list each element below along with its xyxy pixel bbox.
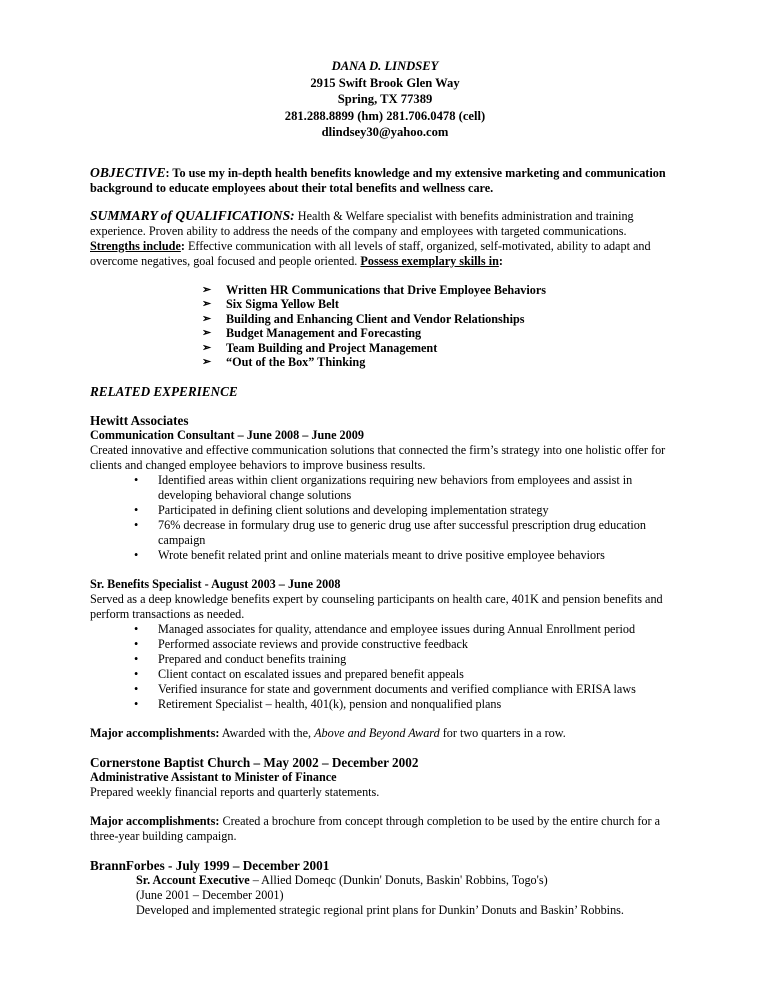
list-item [134, 637, 680, 652]
list-item [134, 548, 680, 563]
skill-text: Written HR Communications that Drive Employee Behaviors [226, 282, 547, 297]
accomplishments-line [90, 814, 680, 844]
bullet-dot-icon: • [134, 636, 139, 651]
job-description: Served as a deep knowledge benefits expert by counseling participants on health care, 401K and pension benefits and perform transactions as needed. [90, 591, 663, 621]
bullet-text: Client contact on escalated issues and prepared benefit appeals [158, 666, 464, 681]
summary-text: Health & Welfare specialist with benefits administration and training experience. Proven ability to address the needs of the company and employees with targeted communications. [90, 208, 634, 238]
list-item [134, 667, 680, 682]
bullet-dot-icon: • [134, 517, 139, 532]
bullet-text: Performed associate reviews and provide constructive feedback [158, 636, 468, 651]
phone-numbers: 281.288.8899 (hm) 281.706.0478 (cell) [284, 108, 486, 123]
list-item [134, 682, 680, 697]
summary-section [90, 208, 680, 269]
skill-item [202, 283, 680, 298]
resume-page [90, 58, 680, 918]
company-name: Hewitt Associates [90, 412, 189, 428]
email-address: dlindsey30@yahoo.com [321, 125, 449, 139]
list-item [134, 697, 680, 712]
accomplishments-label: Major accomplishments: [90, 813, 220, 828]
arrow-bullet-icon: ➢ [202, 327, 212, 339]
skills-label: Possess exemplary skills in [360, 253, 499, 268]
bullet-dot-icon: • [134, 621, 139, 636]
list-item [134, 622, 680, 637]
list-item [134, 518, 680, 548]
job-bullets [90, 473, 680, 563]
job-description: Developed and implemented strategic regional print plans for Dunkin’ Donuts and Baskin’ Robbins. [136, 902, 624, 917]
skill-text: Team Building and Project Management [226, 340, 438, 355]
bullet-dot-icon: • [134, 696, 139, 711]
job-title: Communication Consultant – June 2008 – June 2009 [90, 427, 364, 442]
street-address: 2915 Swift Brook Glen Way [310, 75, 460, 90]
skills-list [90, 283, 680, 370]
arrow-bullet-icon: ➢ [202, 298, 212, 310]
job-title: Sr. Benefits Specialist - August 2003 – June 2008 [90, 576, 341, 591]
arrow-bullet-icon: ➢ [202, 312, 212, 325]
strengths-colon: : [180, 238, 185, 253]
arrow-bullet-icon: ➢ [202, 341, 212, 354]
bullet-text: Verified insurance for state and government documents and verified compliance with ERISA laws [158, 681, 636, 696]
skill-text: Building and Enhancing Client and Vendor Relationships [226, 311, 525, 326]
skill-item [202, 355, 680, 370]
bullet-dot-icon: • [134, 681, 139, 696]
skill-item [202, 297, 680, 312]
list-item [134, 503, 680, 518]
bullet-dot-icon: • [134, 547, 139, 562]
skill-text: Six Sigma Yellow Belt [226, 297, 339, 311]
summary-label: SUMMARY of QUALIFICATIONS: [90, 207, 295, 223]
bullet-dot-icon: • [134, 666, 139, 681]
bullet-dot-icon: • [134, 472, 139, 487]
accomplishments-text: for two quarters in a row. [439, 725, 566, 740]
objective-section [90, 165, 680, 196]
experience-heading: RELATED EXPERIENCE [90, 383, 238, 399]
bullet-text: Participated in defining client solutions and developing implementation strategy [158, 502, 549, 517]
skill-text: “Out of the Box” Thinking [226, 355, 366, 369]
candidate-name: DANA D. LINDSEY [331, 59, 439, 73]
bullet-text: 76% decrease in formulary drug use to generic drug use after successful prescription drug education campaign [158, 517, 646, 547]
list-item [134, 473, 680, 503]
job-description: Prepared weekly financial reports and quarterly statements. [90, 784, 380, 799]
contact-header [90, 58, 680, 141]
job-bullets [90, 622, 680, 712]
bullet-dot-icon: • [134, 651, 139, 666]
job-title: Administrative Assistant to Minister of Finance [90, 769, 337, 784]
skills-colon: : [498, 253, 503, 268]
skill-item [202, 341, 680, 356]
strengths-text: Effective communication with all levels of staff, organized, self-motivated, ability to adapt and overcome negatives, goal focused and people oriented. [90, 238, 651, 268]
city-state-zip: Spring, TX 77389 [337, 92, 433, 106]
bullet-text: Identified areas within client organizations requiring new behaviors from employees and assist in developing behavioral change solutions [158, 472, 633, 502]
accomplishments-text: Awarded with the, [219, 725, 315, 740]
bullet-text: Wrote benefit related print and online materials meant to drive positive employee behaviors [158, 547, 605, 562]
skill-item [202, 312, 680, 327]
award-name: Above and Beyond Award [314, 725, 440, 740]
skill-text: Budget Management and Forecasting [226, 326, 422, 340]
skill-item [202, 326, 680, 341]
bullet-text: Prepared and conduct benefits training [158, 651, 347, 666]
job-title-line [90, 873, 680, 888]
bullet-text: Retirement Specialist – health, 401(k), pension and nonqualified plans [158, 696, 502, 711]
list-item [134, 652, 680, 667]
company-name: Cornerstone Baptist Church – May 2002 – December 2002 [90, 754, 419, 770]
accomplishments-label: Major accomplishments: [90, 725, 220, 740]
job-title: Sr. Account Executive [136, 872, 250, 887]
company-name: BrannForbes - July 1999 – December 2001 [90, 857, 330, 873]
client-text: – Allied Domeqc (Dunkin' Donuts, Baskin' Robbins, Togo's) [249, 872, 548, 887]
job-dates: (June 2001 – December 2001) [136, 887, 284, 902]
bullet-dot-icon: • [134, 502, 139, 517]
accomplishments-line [90, 726, 680, 741]
arrow-bullet-icon: ➢ [202, 356, 212, 368]
objective-text: : To use my in-depth health benefits knowledge and my extensive marketing and communication background to educate employees about their total benefits and wellness care. [90, 165, 666, 195]
arrow-bullet-icon: ➢ [202, 283, 212, 296]
bullet-text: Managed associates for quality, attendance and employee issues during Annual Enrollment period [158, 621, 636, 636]
strengths-label: Strengths include [90, 238, 181, 253]
objective-label: OBJECTIVE [90, 164, 166, 180]
accomplishments-text: Created a brochure from concept through completion to be used by the entire church for a three-year building campaign. [90, 813, 661, 843]
job-description: Created innovative and effective communication solutions that connected the firm’s strategy into one holistic offer for clients and changed employee behaviors to improve business results. [90, 442, 666, 472]
